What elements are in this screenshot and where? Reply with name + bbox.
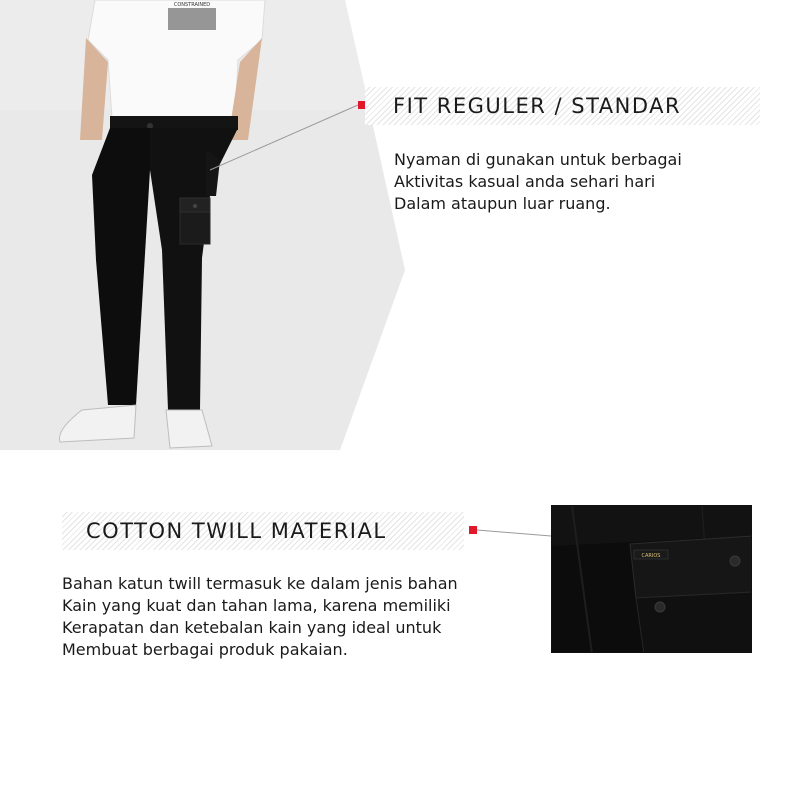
- cotton-title-banner: [62, 512, 464, 550]
- cotton-line-3: Kerapatan dan ketebalan kain yang ideal untuk: [62, 618, 442, 637]
- shirt-print: CONSTRAINED: [173, 2, 211, 8]
- pocket-brand-label: CARIOS: [641, 553, 661, 559]
- fit-description: [394, 149, 682, 215]
- cotton-description: [62, 573, 458, 661]
- cotton-line-1: Bahan katun twill termasuk ke dalam jenis bahan: [62, 574, 458, 593]
- model-photo: [0, 0, 410, 450]
- cotton-title: COTTON TWILL MATERIAL: [86, 519, 387, 543]
- cotton-line-4: Membuat berbagai produk pakaian.: [62, 640, 348, 659]
- fit-line-3: Dalam ataupun luar ruang.: [394, 194, 611, 213]
- fit-line-1: Nyaman di gunakan untuk berbagai: [394, 150, 682, 169]
- fit-line-2: Aktivitas kasual anda sehari hari: [394, 172, 656, 191]
- red-bullet-marker: [469, 526, 477, 534]
- fit-title: FIT REGULER / STANDAR: [393, 94, 682, 118]
- fit-title-banner: [365, 87, 760, 125]
- pocket-detail-photo: [551, 505, 752, 653]
- cotton-line-2: Kain yang kuat dan tahan lama, karena memiliki: [62, 596, 451, 615]
